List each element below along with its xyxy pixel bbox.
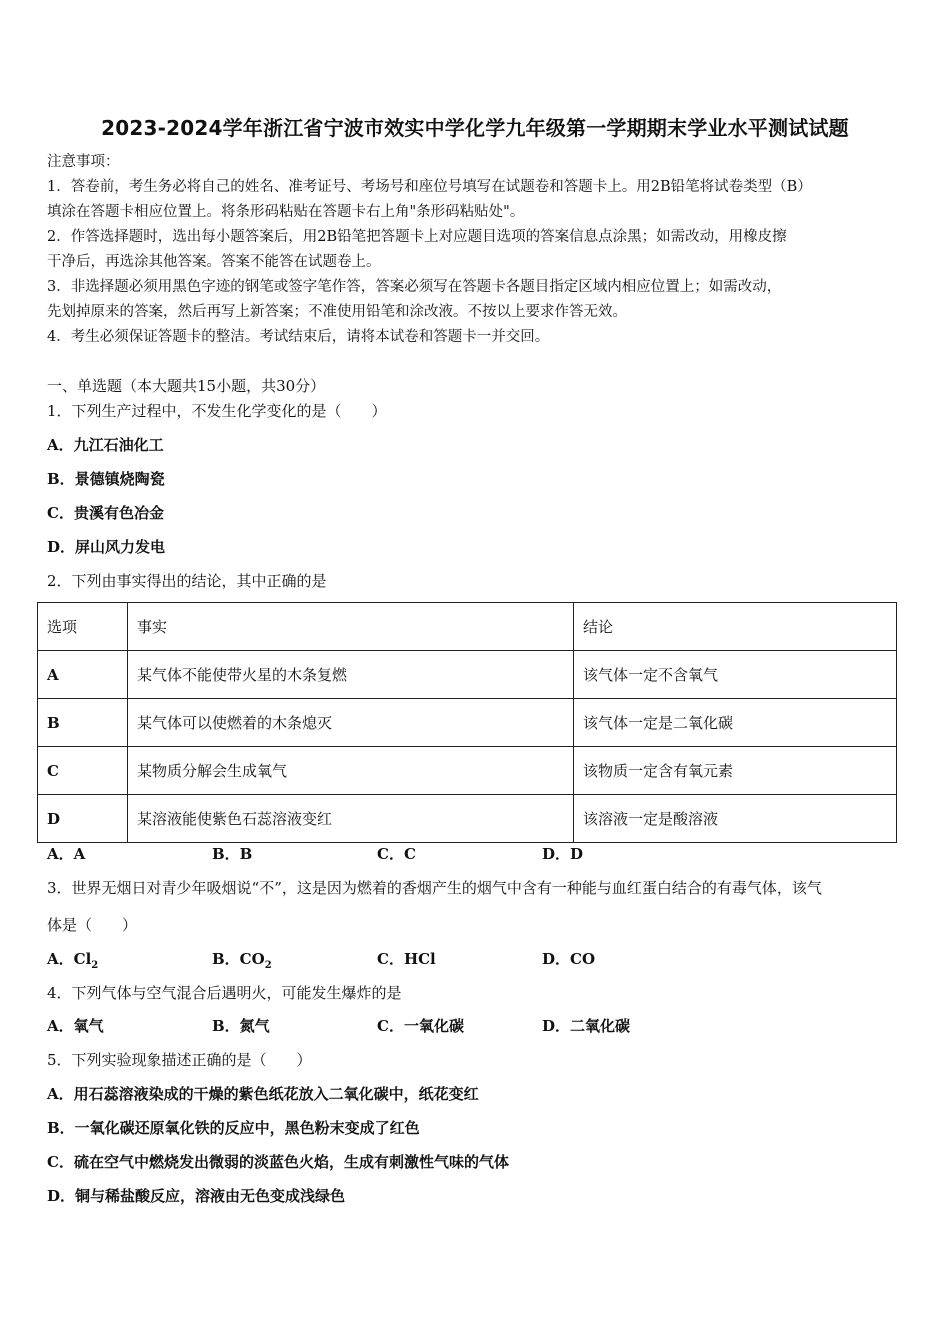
subscript: 2: [264, 960, 272, 971]
q1-option-c: C．贵溪有色冶金: [47, 504, 164, 522]
q5-stem: 5．下列实验现象描述正确的是（ ）: [47, 1051, 312, 1069]
q3-stem-line2: 体是（ ）: [47, 916, 138, 934]
table-cell: 该物质一定含有氧元素: [574, 747, 897, 795]
notice-line: 3．非选择题必须用黑色字迹的钢笔或签字笔作答，答案必须写在答题卡各题目指定区域内相应位置上；如需改动，: [47, 279, 782, 295]
q5-option-a: A．用石蕊溶液染成的干燥的紫色纸花放入二氧化碳中，纸花变红: [47, 1085, 479, 1103]
q5-option-d: D．铜与稀盐酸反应，溶液由无色变成浅绿色: [47, 1187, 346, 1205]
table-cell: 该溶液一定是酸溶液: [574, 795, 897, 843]
option-text: B．CO: [212, 950, 265, 968]
q3-option-c: [377, 949, 436, 969]
q3-option-b: [212, 949, 272, 976]
q1-stem: 1．下列生产过程中，不发生化学变化的是（ ）: [47, 402, 387, 420]
q2-option-c: C．C: [377, 845, 416, 863]
table-cell: 某物质分解会生成氧气: [128, 747, 574, 795]
notice-line: 4．考生必须保证答题卡的整洁。考试结束后，请将本试卷和答题卡一并交回。: [47, 329, 550, 345]
q2-table: [37, 602, 897, 843]
q2-option-a: A．A: [47, 845, 86, 863]
q2-option-d: D．D: [542, 845, 584, 863]
table-cell: C: [38, 747, 128, 795]
notice-heading: 注意事项：: [47, 154, 120, 170]
table-cell: D: [38, 795, 128, 843]
q4-option-b: B．氮气: [212, 1017, 270, 1035]
q2-stem: 2．下列由事实得出的结论，其中正确的是: [47, 572, 327, 590]
q4-option-d: D．二氧化碳: [542, 1017, 631, 1035]
exam-title: 2023-2024学年浙江省宁波市效实中学化学九年级第一学期期末学业水平测试试题: [101, 116, 849, 140]
notice-line: 干净后，再选涂其他答案。答案不能答在试题卷上。: [47, 254, 381, 270]
table-row: [38, 699, 897, 747]
q3-stem-line1: 3．世界无烟日对青少年吸烟说“不”，这是因为燃着的香烟产生的烟气中含有一种能与血红蛋白结合的有毒气体，该气: [47, 879, 822, 897]
header-cell: 事实: [128, 603, 574, 651]
q4-option-c: C．一氧化碳: [377, 1017, 464, 1035]
q3-option-d: [542, 949, 595, 969]
table-cell: 该气体一定是二氧化碳: [574, 699, 897, 747]
table-cell: 某溶液能使紫色石蕊溶液变红: [128, 795, 574, 843]
q1-option-d: D．屏山风力发电: [47, 538, 166, 556]
q5-option-b: B．一氧化碳还原氧化铁的反应中，黑色粉末变成了红色: [47, 1119, 420, 1137]
table-cell: B: [38, 699, 128, 747]
table-header-row: [38, 603, 897, 651]
section-heading: 一、单选题（本大题共15小题，共30分）: [47, 377, 326, 395]
q3-option-a: [47, 949, 98, 976]
notice-line: 1．答卷前，考生务必将自己的姓名、准考证号、考场号和座位号填写在试题卷和答题卡上。用2B铅笔将试卷类型（B）: [47, 179, 812, 195]
option-text: D．CO: [542, 950, 596, 968]
q4-option-a: A．氧气: [47, 1017, 104, 1035]
q4-stem: 4．下列气体与空气混合后遇明火，可能发生爆炸的是: [47, 984, 402, 1002]
q5-option-c: C．硫在空气中燃烧发出微弱的淡蓝色火焰，生成有刺激性气味的气体: [47, 1153, 509, 1171]
table-cell: 该气体一定不含氧气: [574, 651, 897, 699]
option-text: A．Cl: [47, 950, 92, 968]
table-row: [38, 651, 897, 699]
option-text: C．HCl: [377, 950, 436, 968]
notice-line: 2．作答选择题时，选出每小题答案后，用2B铅笔把答题卡上对应题目选项的答案信息点涂黑；如需改动，用橡皮擦: [47, 229, 787, 245]
table-cell: 某气体可以使燃着的木条熄灭: [128, 699, 574, 747]
table-cell: 某气体不能使带火星的木条复燃: [128, 651, 574, 699]
subscript: 2: [91, 960, 99, 971]
notice-line: 填涂在答题卡相应位置上。将条形码粘贴在答题卡右上角"条形码粘贴处"。: [47, 204, 525, 220]
q2-option-b: B．B: [212, 845, 253, 863]
notice-line: 先划掉原来的答案，然后再写上新答案；不准使用铅笔和涂改液。不按以上要求作答无效。: [47, 304, 627, 320]
table-row: [38, 795, 897, 843]
q1-option-a: A．九江石油化工: [47, 436, 164, 454]
q1-option-b: B．景德镇烧陶瓷: [47, 470, 165, 488]
table-cell: A: [38, 651, 128, 699]
header-cell: 选项: [38, 603, 128, 651]
table-row: [38, 747, 897, 795]
header-cell: 结论: [574, 603, 897, 651]
